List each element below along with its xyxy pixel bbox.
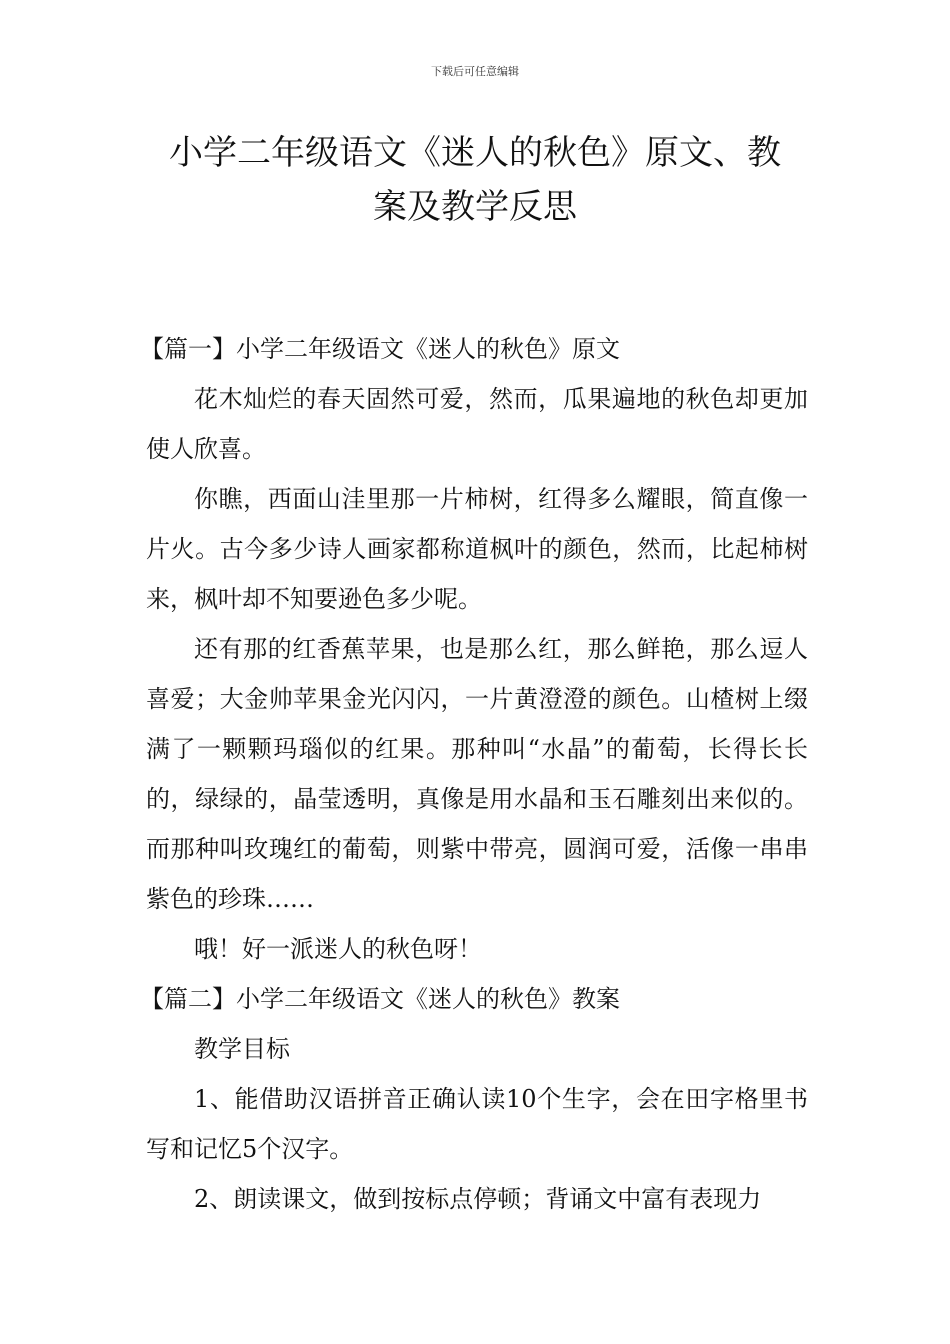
paragraph: 花木灿烂的春天固然可爱，然而，瓜果遍地的秋色却更加使人欣喜。	[146, 385, 808, 463]
list-item: 2、朗读课文，做到按标点停顿；背诵文中富有表现力	[194, 1185, 762, 1213]
section-heading-1: 【篇一】小学二年级语文《迷人的秋色》原文	[140, 335, 620, 363]
subheading-teaching-goals: 教学目标	[194, 1035, 290, 1063]
paragraph: 你瞧，西面山洼里那一片柿树，红得多么耀眼，简直像一片火。古今多少诗人画家都称道枫叶的颜色，然而，比起柿树来，枫叶却不知要逊色多少呢。	[146, 485, 808, 613]
document-body	[140, 324, 808, 1224]
title-line-2: 案及教学反思	[373, 187, 577, 227]
document-title	[120, 126, 830, 234]
paragraph: 还有那的红香蕉苹果，也是那么红，那么鲜艳，那么逗人喜爱；大金帅苹果金光闪闪，一片黄澄澄的颜色。山楂树上缀满了一颗颗玛瑙似的红果。那种叫“水晶”的葡萄，长得长长的，绿绿的，晶莹透明，真像是用水晶和玉石雕刻出来似的。而那种叫玫瑰红的葡萄，则紫中带亮，圆润可爱，活像一串串紫色的珍珠……	[146, 635, 808, 913]
list-item: 1、能借助汉语拼音正确认读10个生字，会在田字格里书写和记忆5个汉字。	[146, 1085, 808, 1163]
paragraph: 哦！好一派迷人的秋色呀！	[194, 935, 482, 963]
download-note: 下载后可任意编辑	[431, 65, 519, 78]
section-heading-2: 【篇二】小学二年级语文《迷人的秋色》教案	[140, 985, 620, 1013]
title-line-1: 小学二年级语文《迷人的秋色》原文、教	[169, 133, 781, 173]
